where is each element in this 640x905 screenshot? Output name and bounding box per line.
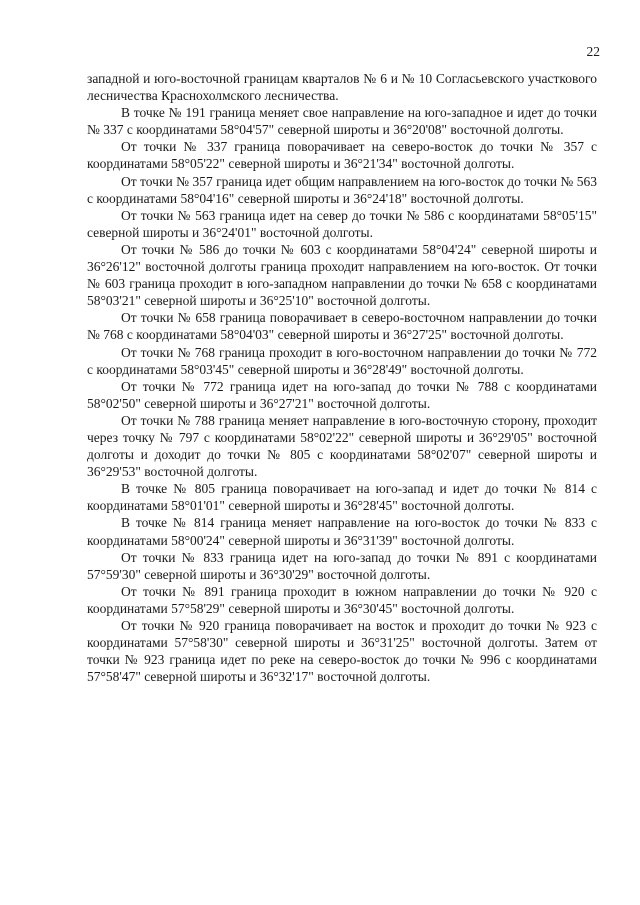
document-body: [87, 70, 597, 685]
paragraph: От точки № 337 граница поворачивает на северо-восток до точки № 357 с координатами 58°05'22" северной широты и 36°21'34" восточной долготы.: [87, 139, 597, 172]
paragraph: От точки № 833 граница идет на юго-запад до точки № 891 с координатами 57°59'30" северной широты и 36°30'29" восточной долготы.: [87, 549, 597, 582]
paragraph: западной и юго-восточной границам кварталов № 6 и № 10 Согласьевского участкового лесничества Краснохолмского лесничества.: [87, 71, 597, 104]
paragraph: От точки № 658 граница поворачивает в северо-восточном направлении до точки № 768 с координатами 58°04'03" северной широты и 36°27'25" восточной долготы.: [87, 310, 597, 343]
paragraph: В точке № 814 граница меняет направление на юго-восток до точки № 833 с координатами 58°00'24" северной широты и 36°31'39" восточной долготы.: [87, 515, 597, 548]
paragraph: От точки № 768 граница проходит в юго-восточном направлении до точки № 772 с координатами 58°03'45" северной широты и 36°28'49" восточной долготы.: [87, 344, 597, 377]
paragraph: От точки № 920 граница поворачивает на восток и проходит до точки № 923 с координатами 57°58'30" северной широты и 36°31'25" восточной долготы. Затем от точки № 923 граница идет по реке на северо-восток до точки № 996 с координатами 57°58'47" северной широты и 36°32'17" восточной долготы.: [87, 618, 597, 685]
paragraph: От точки № 357 граница идет общим направлением на юго-восток до точки № 563 с координатами 58°04'16" северной широты и 36°24'18" восточной долготы.: [87, 173, 597, 206]
paragraph: От точки № 563 граница идет на север до точки № 586 с координатами 58°05'15" северной широты и 36°24'01" восточной долготы.: [87, 207, 597, 240]
paragraph: В точке № 191 граница меняет свое направление на юго-западное и идет до точки № 337 с координатами 58°04'57" северной широты и 36°20'08" восточной долготы.: [87, 105, 597, 138]
paragraph: От точки № 891 граница проходит в южном направлении до точки № 920 с координатами 57°58'29" северной широты и 36°30'45" восточной долготы.: [87, 583, 597, 616]
paragraph: В точке № 805 граница поворачивает на юго-запад и идет до точки № 814 с координатами 58°01'01" северной широты и 36°28'45" восточной долготы.: [87, 481, 597, 514]
page-number: 22: [586, 44, 600, 59]
paragraph: От точки № 772 граница идет на юго-запад до точки № 788 с координатами 58°02'50" северной широты и 36°27'21" восточной долготы.: [87, 378, 597, 411]
paragraph: От точки № 586 до точки № 603 с координатами 58°04'24" северной широты и 36°26'12" восточной долготы граница проходит направлением на юго-восток. От точки № 603 граница проходит в юго-западном направлении до точки № 658 с координатами 58°03'21" северной широты и 36°25'10" восточной долготы.: [87, 241, 597, 309]
paragraph: От точки № 788 граница меняет направление в юго-восточную сторону, проходит через точку № 797 с координатами 58°02'22" северной широты и 36°29'05" восточной долготы и доходит до точки № 805 с координатами 58°02'07" северной широты и 36°29'53" восточной долготы.: [87, 412, 597, 480]
